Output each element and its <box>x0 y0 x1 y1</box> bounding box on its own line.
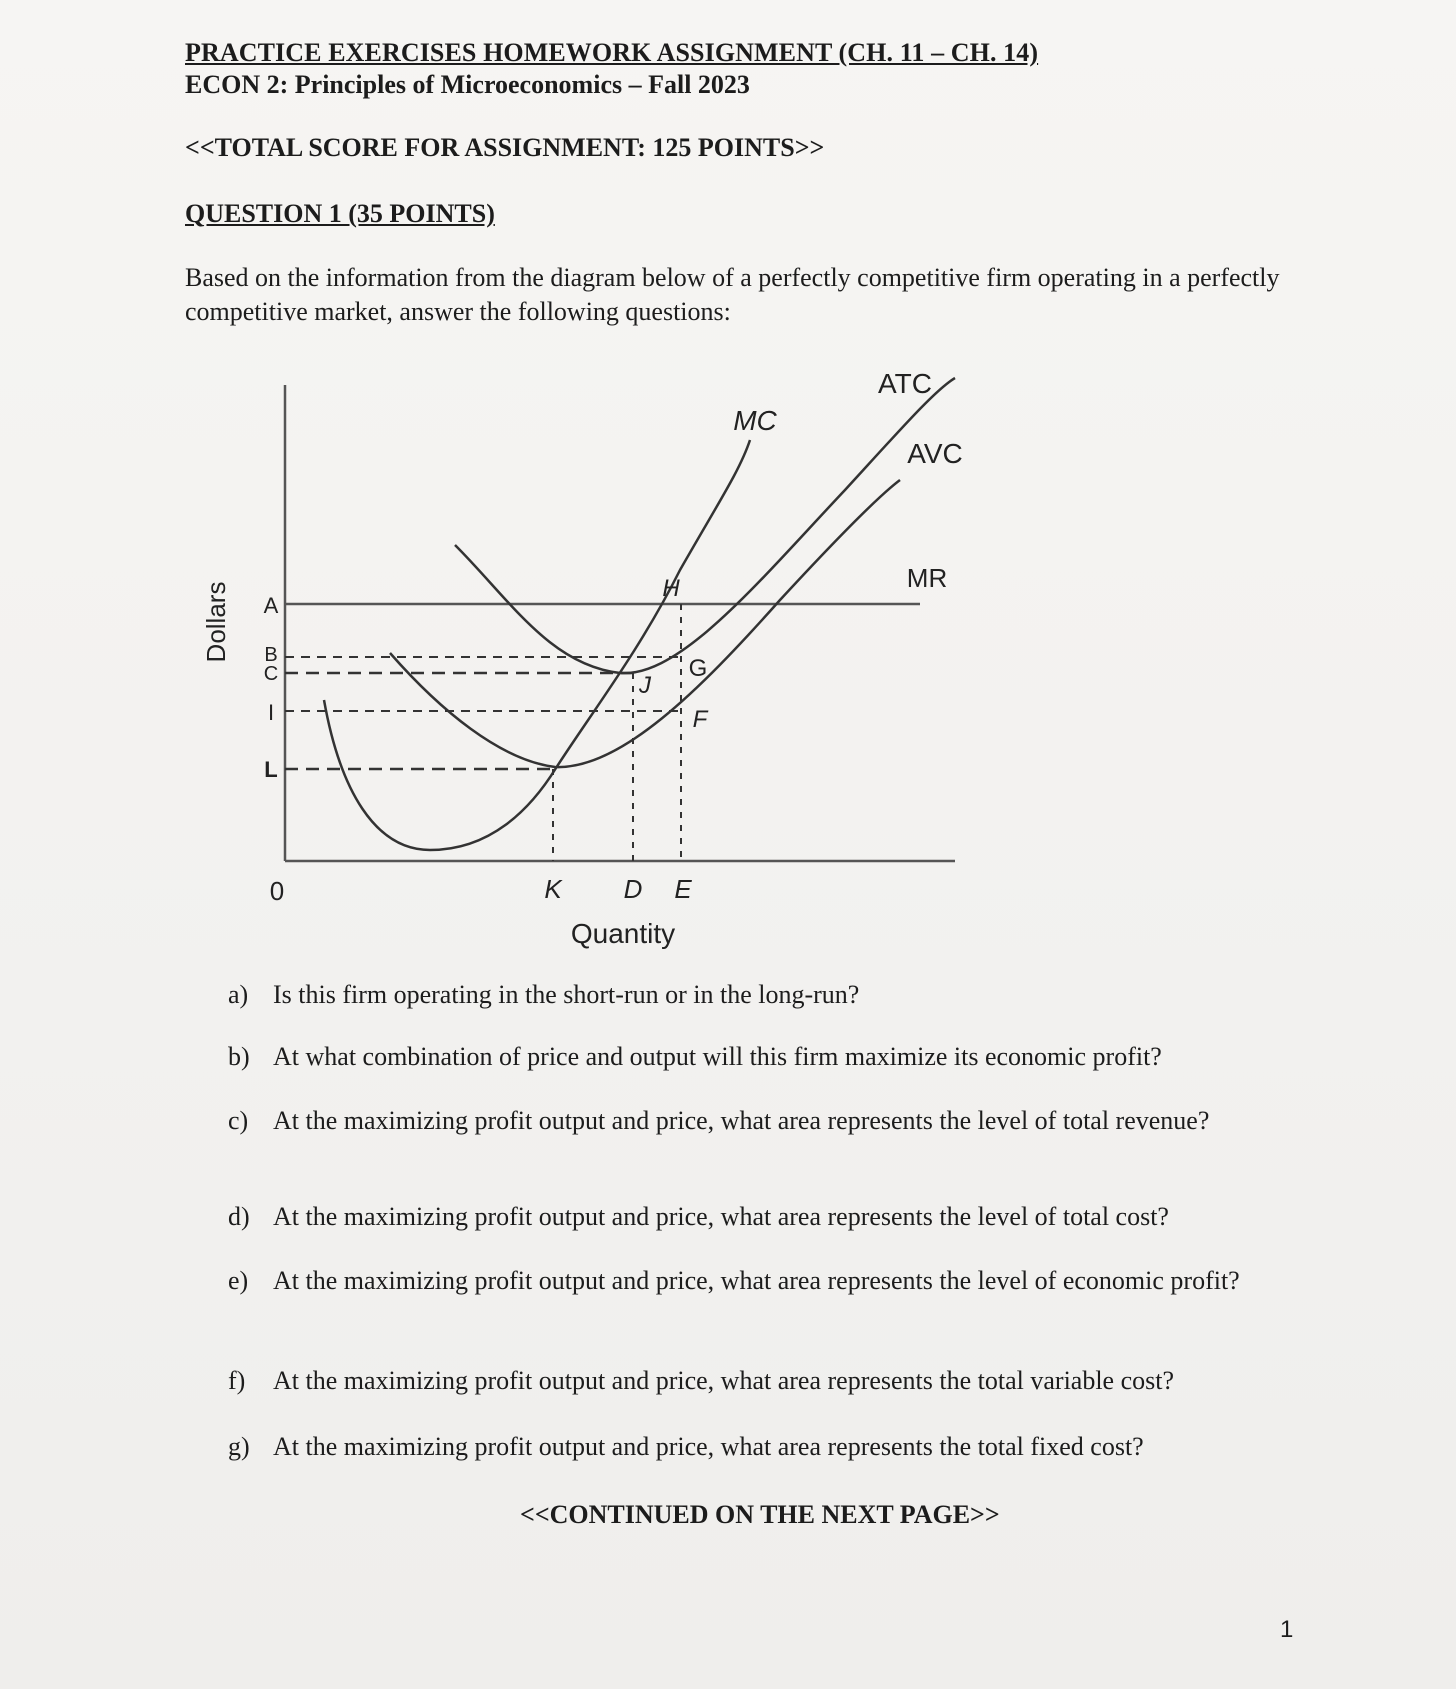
point-label-f: F <box>692 706 708 733</box>
question-letter: f) <box>228 1366 246 1395</box>
question-letter: b) <box>228 1042 250 1071</box>
y-tick-label: C <box>263 663 279 685</box>
avc-curve <box>390 480 900 767</box>
mc-curve <box>324 440 750 850</box>
question-text: At the maximizing profit output and price, what area represents the level of economic profit? <box>273 1266 1240 1295</box>
question-text: At what combination of price and output will this firm maximize its economic profit? <box>273 1042 1162 1071</box>
y-axis-label: Dollars <box>201 581 231 663</box>
point-label-g: G <box>688 655 708 682</box>
total-score: <<TOTAL SCORE FOR ASSIGNMENT: 125 POINTS>> <box>185 133 825 162</box>
y-tick-label: B <box>264 644 278 666</box>
origin-label: 0 <box>269 876 285 906</box>
point-label-h: H <box>662 575 680 602</box>
y-tick-label: I <box>267 700 275 725</box>
question-1-heading: QUESTION 1 (35 POINTS) <box>185 199 495 228</box>
question-text: At the maximizing profit output and price, what area represents the level of total cost? <box>273 1202 1169 1231</box>
question-letter: c) <box>228 1106 249 1135</box>
assignment-title: PRACTICE EXERCISES HOMEWORK ASSIGNMENT (CH. 11 – CH. 14) <box>185 38 1039 67</box>
question-text: At the maximizing profit output and price, what area represents the level of total revenue? <box>273 1106 1210 1135</box>
series-label-mc: MC <box>733 405 777 436</box>
course-title: ECON 2: Principles of Microeconomics – Fall 2023 <box>185 70 750 99</box>
x-tick-label: K <box>544 874 562 904</box>
x-tick-label: E <box>674 874 692 904</box>
question-letter: d) <box>228 1202 250 1231</box>
question-text: At the maximizing profit output and price, what area represents the total fixed cost? <box>273 1432 1144 1461</box>
y-tick-label: A <box>263 593 279 618</box>
question-letter: a) <box>228 980 249 1009</box>
series-label-atc: ATC <box>878 368 932 399</box>
x-axis-label: Quantity <box>570 918 676 949</box>
question-letter: e) <box>228 1266 249 1295</box>
series-label-avc: AVC <box>907 438 963 469</box>
question-text: Is this firm operating in the short-run or in the long-run? <box>273 980 860 1009</box>
continued-note: <<CONTINUED ON THE NEXT PAGE>> <box>520 1500 1000 1529</box>
page-number: 1 <box>1280 1616 1294 1643</box>
question-letter: g) <box>228 1432 250 1461</box>
series-label-mr: MR <box>906 563 948 593</box>
question-text: At the maximizing profit output and price, what area represents the total variable cost? <box>273 1366 1175 1395</box>
y-tick-label: L <box>264 757 278 782</box>
point-label-j: J <box>639 672 651 699</box>
x-tick-label: D <box>623 874 643 904</box>
question-1-intro: Based on the information from the diagram below of a perfectly competitive firm operating in a perfectly competitive market, answer the following questions: <box>185 263 1280 326</box>
